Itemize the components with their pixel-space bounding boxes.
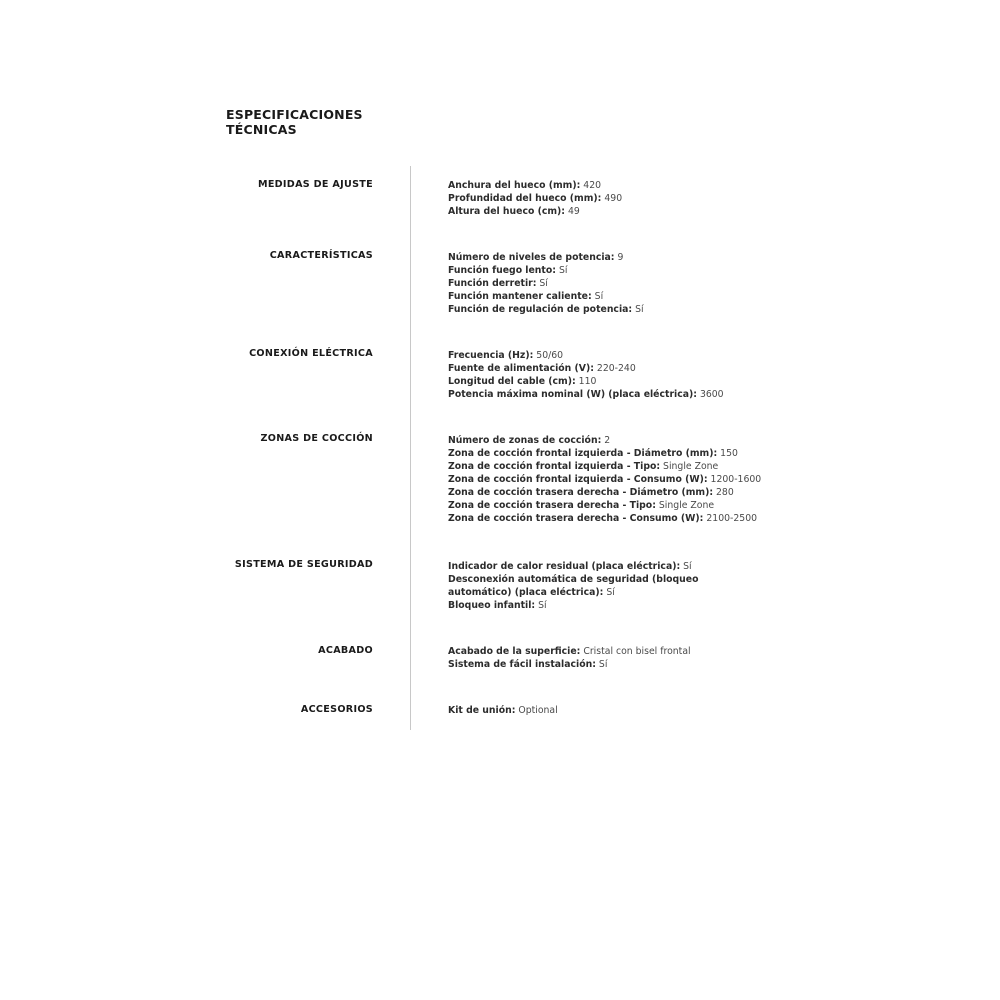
spec-value: Sí <box>558 265 568 276</box>
section-body-conexion-electrica <box>448 349 778 401</box>
spec-key: Frecuencia (Hz): <box>448 350 534 361</box>
section-body-caracteristicas <box>448 251 778 316</box>
spec-value: Sí <box>598 659 608 670</box>
section-body-sistema-de-seguridad <box>448 560 758 612</box>
spec-key: Sistema de fácil instalación: <box>448 659 596 670</box>
spec-key: Longitud del cable (cm): <box>448 376 576 387</box>
spec-value: Sí <box>538 600 547 611</box>
spec-key: Función de regulación de potencia: <box>448 304 633 315</box>
spec-row <box>448 658 778 671</box>
spec-key: Altura del hueco (cm): <box>448 206 566 217</box>
title-line-2: TÉCNICAS <box>226 122 297 137</box>
spec-key: Función fuego lento: <box>448 265 556 276</box>
spec-row <box>448 473 778 486</box>
spec-key: Función mantener caliente: <box>448 291 592 302</box>
spec-key: Indicador de calor residual (placa eléctrica): <box>448 561 681 572</box>
spec-row <box>448 192 778 205</box>
spec-row <box>448 599 758 612</box>
column-divider <box>410 166 411 730</box>
spec-value: 9 <box>617 252 624 263</box>
spec-key: Zona de cocción frontal izquierda - Tipo: <box>448 461 661 472</box>
spec-key: Función derretir: <box>448 278 537 289</box>
spec-value: Sí <box>635 304 644 315</box>
spec-key: Profundidad del hueco (mm): <box>448 193 602 204</box>
spec-row <box>448 277 778 290</box>
spec-value: 1200-1600 <box>710 474 762 485</box>
spec-row <box>448 573 758 599</box>
spec-row <box>448 434 778 447</box>
spec-key: Zona de cocción trasera derecha - Consumo (W): <box>448 513 704 524</box>
spec-value: 490 <box>604 193 623 204</box>
spec-row <box>448 486 778 499</box>
section-label-medidas-de-ajuste: MEDIDAS DE AJUSTE <box>257 179 373 190</box>
spec-row <box>448 349 778 362</box>
page-title <box>226 107 396 137</box>
spec-key: Zona de cocción frontal izquierda - Diámetro (mm): <box>448 448 718 459</box>
spec-row <box>448 704 778 717</box>
spec-value: 50/60 <box>536 350 564 361</box>
spec-value: Sí <box>683 561 692 572</box>
spec-value: Single Zone <box>663 461 719 472</box>
spec-value: Sí <box>606 587 615 598</box>
spec-row <box>448 362 778 375</box>
section-label-zonas-de-coccion: ZONAS DE COCCIÓN <box>260 433 373 444</box>
spec-key: Zona de cocción frontal izquierda - Consumo (W): <box>448 474 708 485</box>
spec-value: Optional <box>518 705 558 716</box>
spec-value: 220-240 <box>596 363 636 374</box>
spec-row <box>448 179 778 192</box>
spec-key: Anchura del hueco (mm): <box>448 180 581 191</box>
spec-row <box>448 205 778 218</box>
spec-value: Cristal con bisel frontal <box>583 646 691 657</box>
spec-value: Sí <box>594 291 604 302</box>
spec-value: Single Zone <box>658 500 715 511</box>
spec-key: Bloqueo infantil: <box>448 600 536 611</box>
spec-row <box>448 388 778 401</box>
spec-row <box>448 303 778 316</box>
spec-value: 110 <box>578 376 597 387</box>
spec-row <box>448 645 778 658</box>
section-body-medidas-de-ajuste <box>448 179 778 218</box>
spec-value: 420 <box>583 180 602 191</box>
spec-key: Zona de cocción trasera derecha - Diámetro (mm): <box>448 487 714 498</box>
spec-value: 49 <box>567 206 580 217</box>
section-body-accesorios <box>448 704 778 717</box>
spec-key: Número de niveles de potencia: <box>448 252 615 263</box>
spec-row <box>448 290 778 303</box>
spec-row <box>448 447 778 460</box>
spec-value: 3600 <box>699 389 724 400</box>
spec-value: 280 <box>716 487 734 498</box>
spec-row <box>448 251 778 264</box>
section-body-zonas-de-coccion <box>448 434 778 525</box>
spec-key: Desconexión automática de seguridad (bloqueo automático) (placa eléctrica): <box>448 574 699 598</box>
section-label-sistema-de-seguridad: SISTEMA DE SEGURIDAD <box>234 559 373 570</box>
spec-row <box>448 264 778 277</box>
spec-key: Fuente de alimentación (V): <box>448 363 594 374</box>
section-label-accesorios: ACCESORIOS <box>300 704 373 715</box>
spec-key: Kit de unión: <box>448 705 516 716</box>
spec-key: Zona de cocción trasera derecha - Tipo: <box>448 500 656 511</box>
spec-key: Número de zonas de cocción: <box>448 435 602 446</box>
title-line-1: ESPECIFICACIONES <box>226 107 363 122</box>
spec-row <box>448 375 778 388</box>
section-label-acabado: ACABADO <box>318 645 373 656</box>
spec-value: Sí <box>539 278 548 289</box>
spec-row <box>448 460 778 473</box>
spec-value: 150 <box>720 448 738 459</box>
spec-value: 2100-2500 <box>706 513 758 524</box>
spec-row <box>448 560 758 573</box>
spec-row <box>448 499 778 512</box>
spec-key: Acabado de la superficie: <box>448 646 581 657</box>
spec-key: Potencia máxima nominal (W) (placa eléctrica): <box>448 389 697 400</box>
spec-value: 2 <box>604 435 611 446</box>
section-label-caracteristicas: CARACTERÍSTICAS <box>269 250 373 261</box>
spec-row <box>448 512 778 525</box>
section-body-acabado <box>448 645 778 671</box>
section-label-conexion-electrica: CONEXIÓN ELÉCTRICA <box>249 348 373 359</box>
